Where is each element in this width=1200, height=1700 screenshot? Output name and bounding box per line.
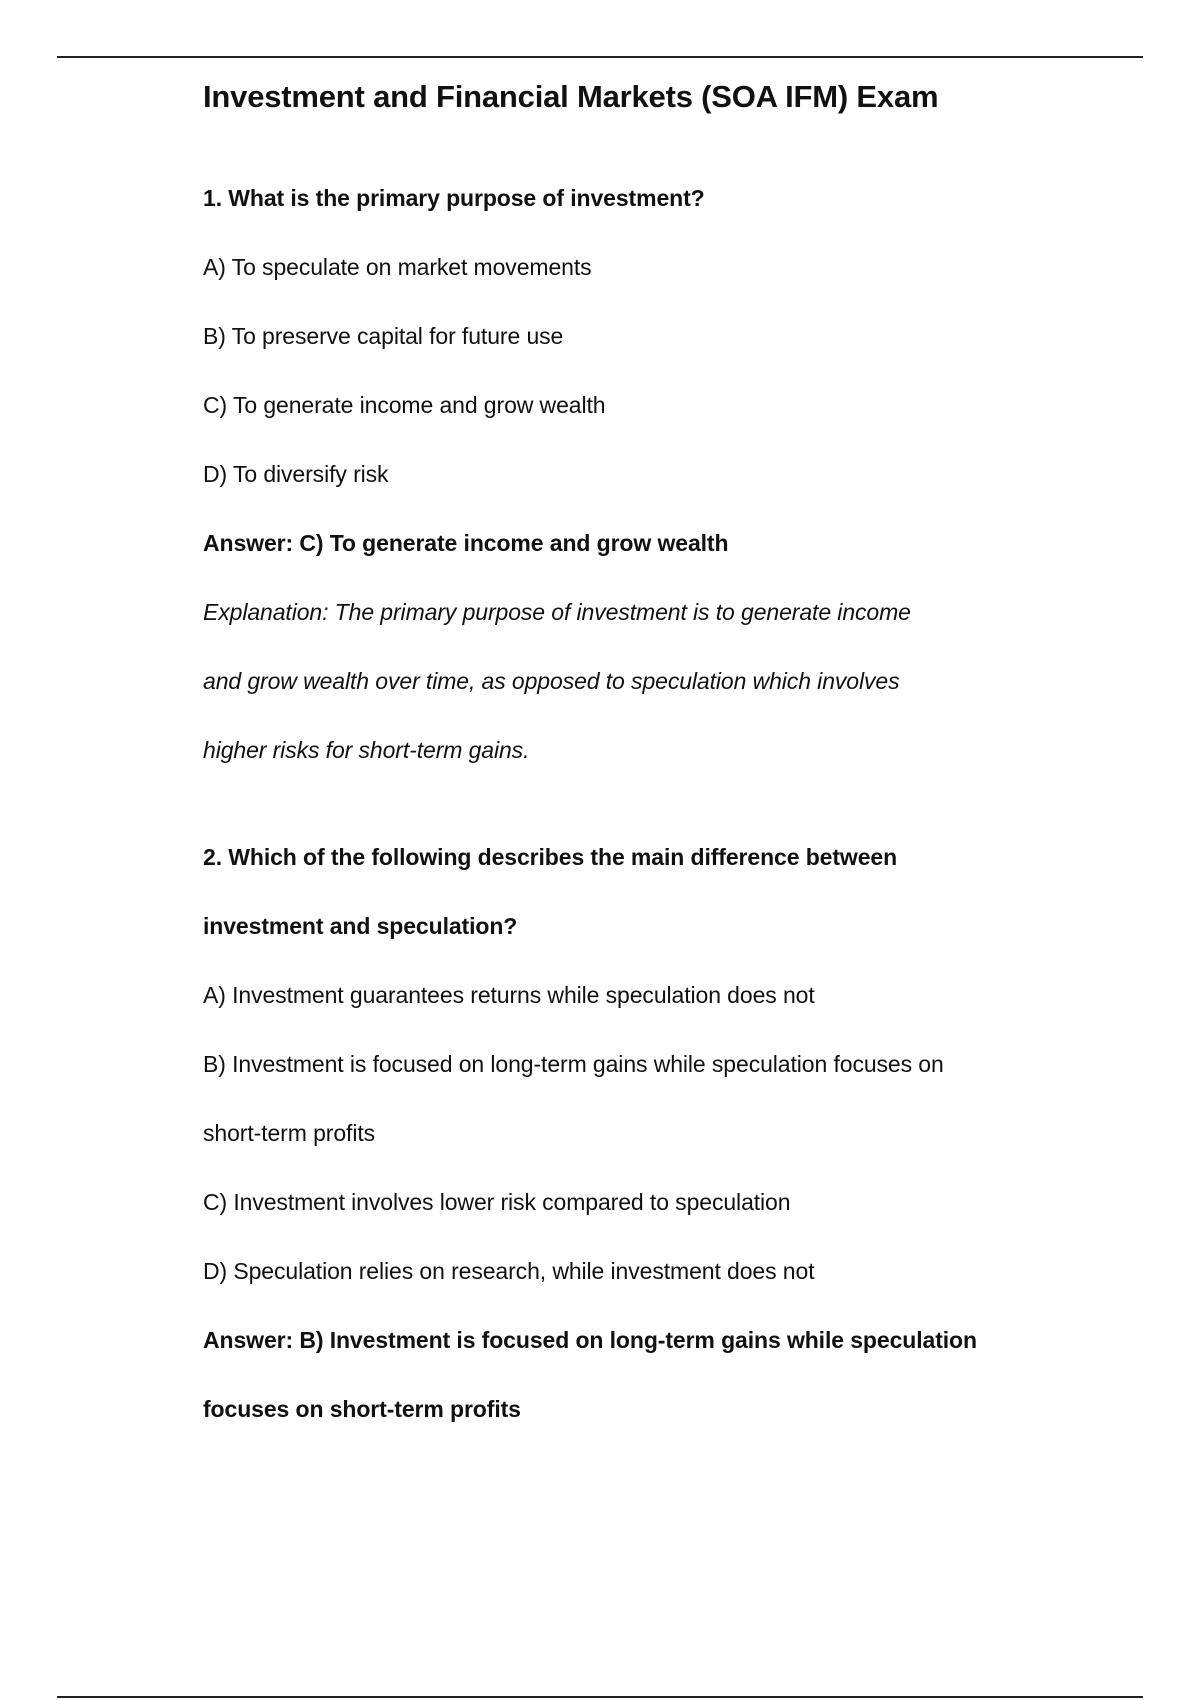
question-2 [203,823,1083,1444]
question-2-option-b-line: B) Investment is focused on long-term gains while speculation focuses on [203,1051,944,1077]
question-1-explanation-line: Explanation: The primary purpose of investment is to generate income [203,599,911,625]
question-2-answer-line: focuses on short-term profits [203,1396,521,1422]
footer-rule [57,1696,1143,1698]
question-spacer [203,785,1083,823]
document-title: Investment and Financial Markets (SOA IFM) Exam [203,79,939,114]
question-1-option-d: D) To diversify risk [203,461,389,487]
header-rule [57,56,1143,58]
question-1-option-c: C) To generate income and grow wealth [203,392,606,418]
question-2-answer-line: Answer: B) Investment is focused on long-term gains while speculation [203,1327,977,1353]
question-2-text-line: 2. Which of the following describes the main difference between [203,844,898,870]
question-2-option-b-line: short-term profits [203,1120,376,1146]
question-1-answer: Answer: C) To generate income and grow wealth [203,530,729,556]
question-1-explanation-line: higher risks for short-term gains. [203,737,530,763]
question-1-explanation-line: and grow wealth over time, as opposed to speculation which involves [203,668,900,694]
question-1-option-b: B) To preserve capital for future use [203,323,564,349]
question-2-option-a: A) Investment guarantees returns while speculation does not [203,982,815,1008]
document-body [203,70,1083,1444]
question-1-text: 1. What is the primary purpose of investment? [203,185,705,211]
question-2-option-c: C) Investment involves lower risk compared to speculation [203,1189,791,1215]
question-1 [203,164,1083,785]
question-2-option-d: D) Speculation relies on research, while investment does not [203,1258,815,1284]
question-2-text-line: investment and speculation? [203,913,518,939]
question-1-option-a: A) To speculate on market movements [203,254,592,280]
